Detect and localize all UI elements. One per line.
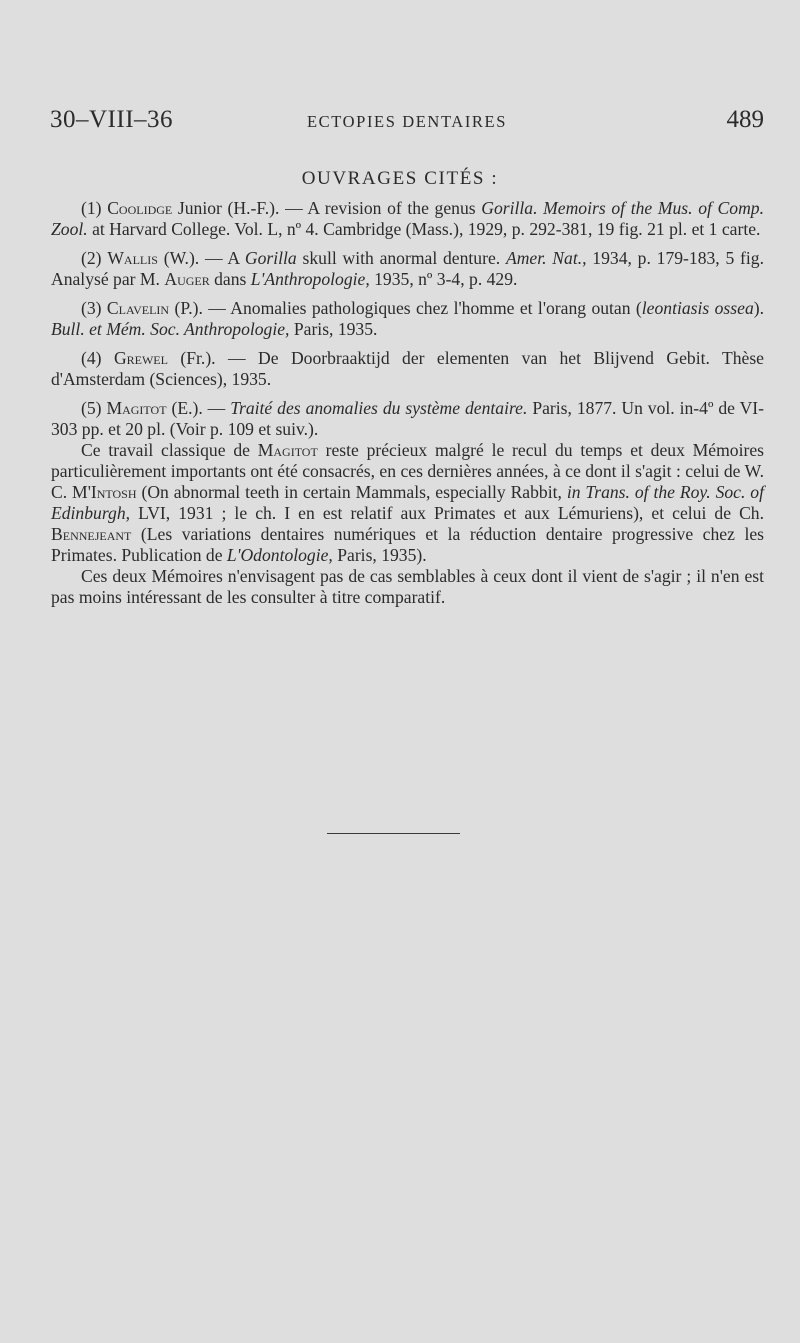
header-title: ECTOPIES DENTAIRES (307, 112, 507, 131)
ref-author: Magitot (106, 398, 167, 418)
reference-5: (5) Magitot (E.). — Traité des anomalies du système dentaire. Paris, 1877. Un vol. in-4º de VI-303 pp. et 20 pl. (Voir p. 109 et suiv.). (51, 398, 764, 439)
ref-author: Wallis (107, 248, 158, 268)
end-rule (327, 833, 460, 834)
running-header (50, 106, 764, 140)
reference-3: (3) Clavelin (P.). — Anomalies pathologiques chez l'homme et l'orang outan (leontiasis ossea). Bull. et Mém. Soc. Anthropologie, Paris, 1935. (51, 298, 765, 339)
header-date: 30–VIII–36 (50, 106, 174, 133)
ref-author: Clavelin (106, 298, 170, 318)
reference-4: (4) Grewel (Fr.). — De Doorbraaktijd der elementen van het Blijvend Gebit. Thèse d'Amsterdam (Sciences), 1935. (51, 348, 764, 389)
reference-1: (1) Coolidge Junior (H.-F.). — A revision of the genus Gorilla. Memoirs of the Mus. of Comp. Zool. at Harvard College. Vol. L, nº 4. Cambridge (Mass.), 1929, p. 292-381, 19 fig. 21 pl. et 1 carte. (51, 198, 764, 239)
section-title: OUVRAGES CITÉS : (301, 168, 499, 189)
references-body (51, 198, 764, 608)
reference-2: (2) Wallis (W.). — A Gorilla skull with anormal denture. Amer. Nat., 1934, p. 179-183, 5 fig. Analysé par M. Auger dans L'Anthropologie, 1935, nº 3-4, p. 429. (51, 248, 764, 289)
ref-author: Grewel (113, 348, 168, 368)
ref-author: Coolidge (107, 198, 173, 218)
paragraph-commentary: Ce travail classique de Magitot reste précieux malgré le recul du temps et deux Mémoires particulièrement importants ont été consacrés, en ces dernières années, à ce dont il s'agit : celui de W. C. M'Intosh (On abnormal teeth in certain Mammals, especially Rabbit, in Trans. of the Roy. Soc. of Edinburgh, LVI, 1931 ; le ch. I en est relatif aux Primates et aux Lémuriens), et celui de Ch. Bennejeant (Les variations dentaires numériques et la réduction dentaire progressive chez les Primates. Publication de L'Odontologie, Paris, 1935). (51, 440, 764, 565)
paragraph-conclusion: Ces deux Mémoires n'envisagent pas de cas semblables à ceux dont il vient de s'agir ; il n'en est pas moins intéressant de les consulter à titre comparatif. (51, 566, 764, 607)
page-number: 489 (726, 106, 764, 133)
